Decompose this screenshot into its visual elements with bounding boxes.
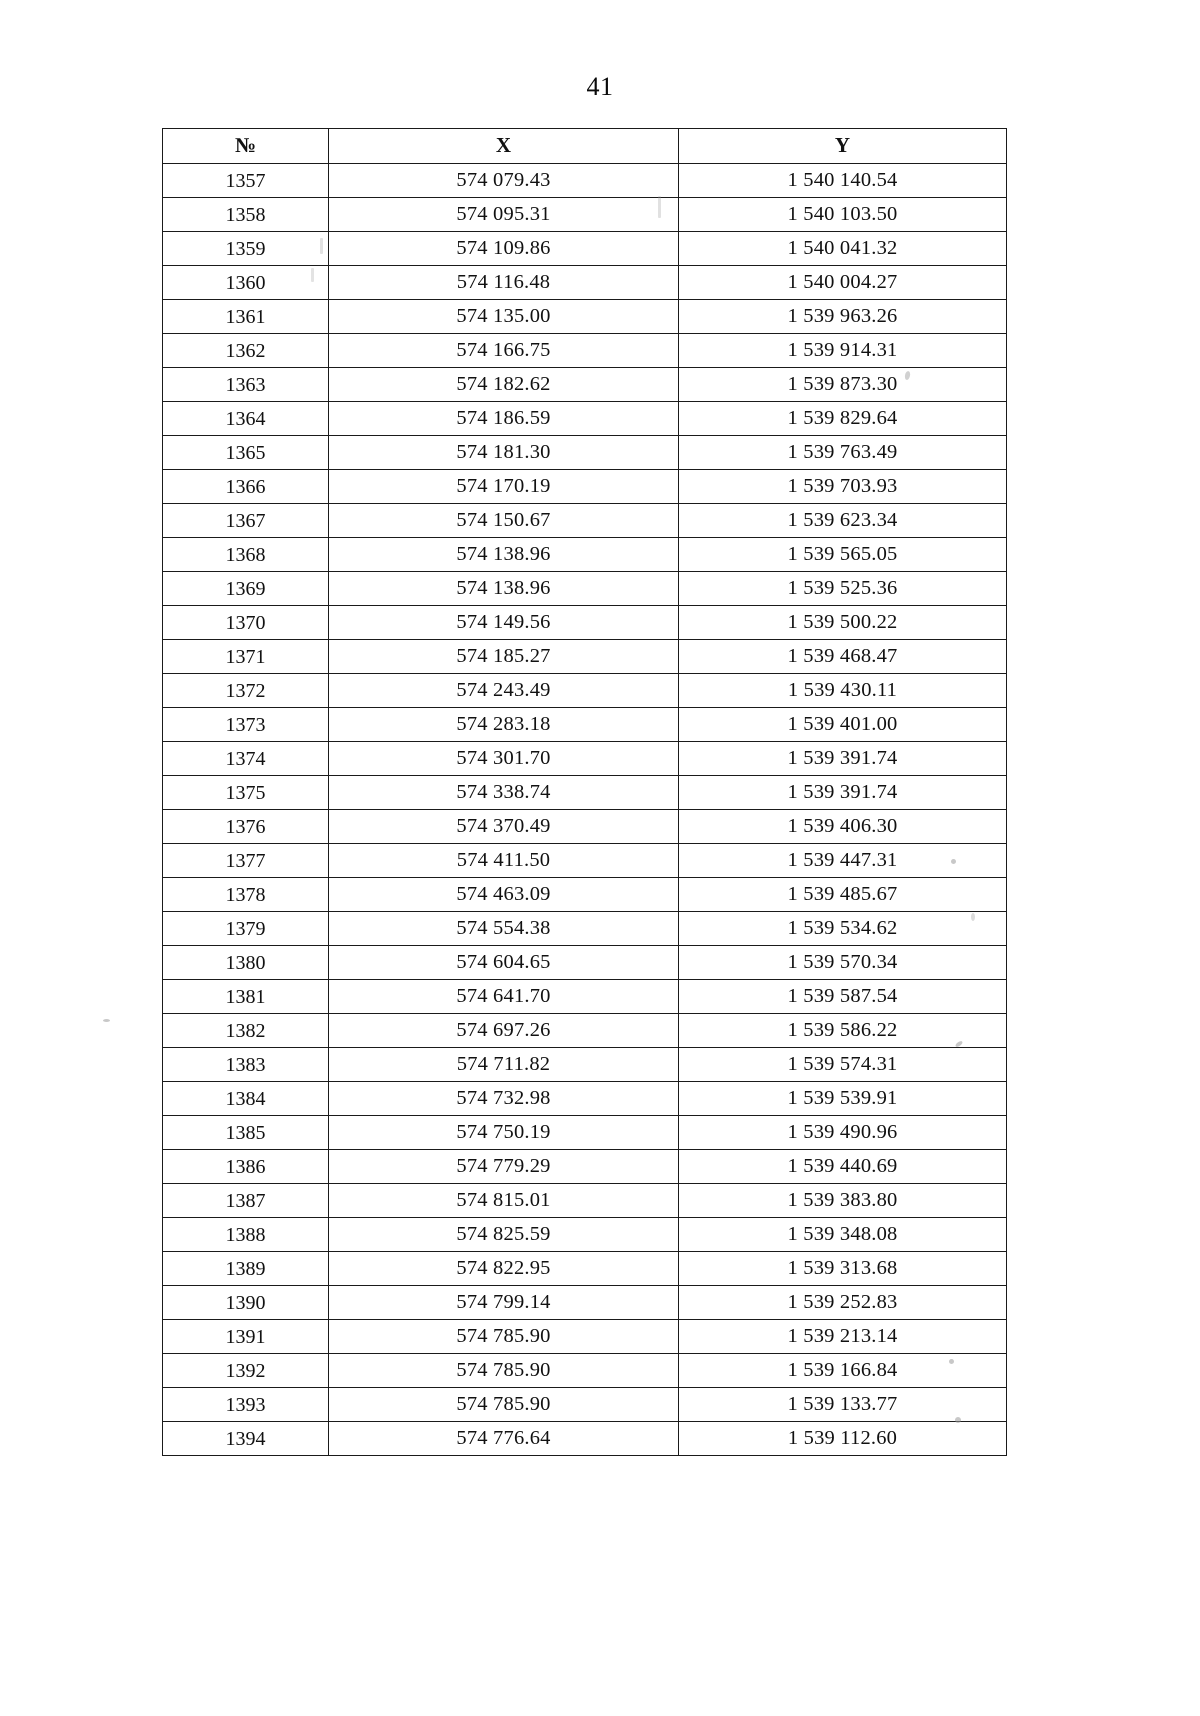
- cell-x: 574 181.30: [329, 436, 679, 470]
- cell-y: 1 539 587.54: [679, 980, 1007, 1014]
- cell-number: 1358: [163, 198, 329, 232]
- cell-y: 1 539 570.34: [679, 946, 1007, 980]
- cell-x: 574 186.59: [329, 402, 679, 436]
- table-row: [163, 878, 1007, 912]
- cell-number: 1385: [163, 1116, 329, 1150]
- coordinates-table-container: [162, 128, 1006, 1456]
- cell-x: 574 185.27: [329, 640, 679, 674]
- table-row: [163, 572, 1007, 606]
- cell-number: 1361: [163, 300, 329, 334]
- scan-artifact: [955, 1417, 961, 1423]
- cell-number: 1375: [163, 776, 329, 810]
- table-row: [163, 198, 1007, 232]
- table-row: [163, 980, 1007, 1014]
- cell-number: 1394: [163, 1422, 329, 1456]
- cell-x: 574 815.01: [329, 1184, 679, 1218]
- cell-y: 1 539 468.47: [679, 640, 1007, 674]
- cell-number: 1380: [163, 946, 329, 980]
- table-row: [163, 742, 1007, 776]
- table-row: [163, 776, 1007, 810]
- cell-y: 1 539 112.60: [679, 1422, 1007, 1456]
- table-row: [163, 912, 1007, 946]
- cell-number: 1386: [163, 1150, 329, 1184]
- scan-artifact: [320, 238, 323, 254]
- column-header-y: Y: [679, 129, 1007, 164]
- cell-x: 574 370.49: [329, 810, 679, 844]
- cell-y: 1 539 490.96: [679, 1116, 1007, 1150]
- cell-y: 1 539 133.77: [679, 1388, 1007, 1422]
- table-row: [163, 640, 1007, 674]
- cell-y: 1 539 313.68: [679, 1252, 1007, 1286]
- cell-x: 574 138.96: [329, 572, 679, 606]
- cell-number: 1368: [163, 538, 329, 572]
- cell-x: 574 554.38: [329, 912, 679, 946]
- table-row: [163, 164, 1007, 198]
- cell-number: 1365: [163, 436, 329, 470]
- cell-y: 1 539 829.64: [679, 402, 1007, 436]
- table-row: [163, 708, 1007, 742]
- cell-x: 574 095.31: [329, 198, 679, 232]
- cell-number: 1378: [163, 878, 329, 912]
- cell-y: 1 539 500.22: [679, 606, 1007, 640]
- table-row: [163, 436, 1007, 470]
- table-row: [163, 402, 1007, 436]
- cell-y: 1 539 213.14: [679, 1320, 1007, 1354]
- cell-y: 1 539 963.26: [679, 300, 1007, 334]
- cell-x: 574 785.90: [329, 1320, 679, 1354]
- cell-number: 1372: [163, 674, 329, 708]
- table-row: [163, 844, 1007, 878]
- table-row: [163, 810, 1007, 844]
- cell-y: 1 539 447.31: [679, 844, 1007, 878]
- table-row: [163, 538, 1007, 572]
- cell-y: 1 539 401.00: [679, 708, 1007, 742]
- cell-y: 1 539 440.69: [679, 1150, 1007, 1184]
- cell-number: 1390: [163, 1286, 329, 1320]
- cell-y: 1 539 763.49: [679, 436, 1007, 470]
- cell-number: 1382: [163, 1014, 329, 1048]
- cell-x: 574 116.48: [329, 266, 679, 300]
- table-row: [163, 1354, 1007, 1388]
- cell-number: 1359: [163, 232, 329, 266]
- cell-x: 574 243.49: [329, 674, 679, 708]
- cell-y: 1 539 391.74: [679, 742, 1007, 776]
- table-row: [163, 1286, 1007, 1320]
- table-row: [163, 1320, 1007, 1354]
- cell-number: 1371: [163, 640, 329, 674]
- table-row: [163, 300, 1007, 334]
- cell-number: 1367: [163, 504, 329, 538]
- cell-y: 1 539 166.84: [679, 1354, 1007, 1388]
- cell-y: 1 539 391.74: [679, 776, 1007, 810]
- table-row: [163, 1422, 1007, 1456]
- cell-x: 574 822.95: [329, 1252, 679, 1286]
- table-row: [163, 1184, 1007, 1218]
- scan-artifact: [949, 1359, 954, 1364]
- cell-y: 1 539 252.83: [679, 1286, 1007, 1320]
- cell-y: 1 539 525.36: [679, 572, 1007, 606]
- table-row: [163, 1048, 1007, 1082]
- cell-x: 574 711.82: [329, 1048, 679, 1082]
- cell-x: 574 301.70: [329, 742, 679, 776]
- cell-y: 1 539 574.31: [679, 1048, 1007, 1082]
- cell-number: 1366: [163, 470, 329, 504]
- cell-number: 1370: [163, 606, 329, 640]
- cell-number: 1377: [163, 844, 329, 878]
- table-row: [163, 1116, 1007, 1150]
- table-row: [163, 504, 1007, 538]
- cell-y: 1 539 430.11: [679, 674, 1007, 708]
- cell-x: 574 411.50: [329, 844, 679, 878]
- cell-x: 574 150.67: [329, 504, 679, 538]
- cell-x: 574 779.29: [329, 1150, 679, 1184]
- scan-artifact: [951, 859, 956, 864]
- table-row: [163, 1082, 1007, 1116]
- cell-y: 1 539 348.08: [679, 1218, 1007, 1252]
- cell-number: 1392: [163, 1354, 329, 1388]
- table-header: [163, 129, 1007, 164]
- cell-y: 1 539 586.22: [679, 1014, 1007, 1048]
- cell-x: 574 825.59: [329, 1218, 679, 1252]
- cell-number: 1391: [163, 1320, 329, 1354]
- table-row: [163, 674, 1007, 708]
- scan-artifact: [658, 196, 661, 218]
- table-row: [163, 368, 1007, 402]
- table-row: [163, 334, 1007, 368]
- cell-number: 1364: [163, 402, 329, 436]
- table-row: [163, 946, 1007, 980]
- cell-y: 1 540 004.27: [679, 266, 1007, 300]
- cell-number: 1393: [163, 1388, 329, 1422]
- cell-x: 574 138.96: [329, 538, 679, 572]
- column-header-x: X: [329, 129, 679, 164]
- cell-y: 1 539 623.34: [679, 504, 1007, 538]
- cell-x: 574 109.86: [329, 232, 679, 266]
- cell-x: 574 604.65: [329, 946, 679, 980]
- cell-number: 1389: [163, 1252, 329, 1286]
- page-number: 41: [586, 72, 614, 101]
- cell-number: 1387: [163, 1184, 329, 1218]
- cell-x: 574 732.98: [329, 1082, 679, 1116]
- cell-number: 1360: [163, 266, 329, 300]
- cell-number: 1357: [163, 164, 329, 198]
- cell-y: 1 540 103.50: [679, 198, 1007, 232]
- cell-number: 1379: [163, 912, 329, 946]
- cell-y: 1 540 041.32: [679, 232, 1007, 266]
- cell-y: 1 539 534.62: [679, 912, 1007, 946]
- table-row: [163, 470, 1007, 504]
- cell-y: 1 539 539.91: [679, 1082, 1007, 1116]
- table-row: [163, 1252, 1007, 1286]
- cell-y: 1 539 914.31: [679, 334, 1007, 368]
- cell-number: 1374: [163, 742, 329, 776]
- cell-x: 574 697.26: [329, 1014, 679, 1048]
- cell-y: 1 539 873.30: [679, 368, 1007, 402]
- column-header-number: №: [163, 129, 329, 164]
- table-header-row: [163, 129, 1007, 164]
- scan-artifact: [311, 268, 314, 282]
- cell-number: 1383: [163, 1048, 329, 1082]
- cell-x: 574 166.75: [329, 334, 679, 368]
- cell-x: 574 149.56: [329, 606, 679, 640]
- cell-x: 574 135.00: [329, 300, 679, 334]
- table-row: [163, 606, 1007, 640]
- cell-y: 1 539 406.30: [679, 810, 1007, 844]
- table-row: [163, 1388, 1007, 1422]
- cell-number: 1363: [163, 368, 329, 402]
- table-row: [163, 1014, 1007, 1048]
- cell-x: 574 170.19: [329, 470, 679, 504]
- cell-y: 1 539 703.93: [679, 470, 1007, 504]
- cell-x: 574 799.14: [329, 1286, 679, 1320]
- cell-x: 574 283.18: [329, 708, 679, 742]
- table-row: [163, 266, 1007, 300]
- cell-x: 574 641.70: [329, 980, 679, 1014]
- cell-number: 1369: [163, 572, 329, 606]
- cell-number: 1362: [163, 334, 329, 368]
- cell-x: 574 463.09: [329, 878, 679, 912]
- cell-number: 1373: [163, 708, 329, 742]
- table-row: [163, 232, 1007, 266]
- table-body: [163, 164, 1007, 1456]
- cell-x: 574 079.43: [329, 164, 679, 198]
- cell-number: 1384: [163, 1082, 329, 1116]
- cell-y: 1 539 383.80: [679, 1184, 1007, 1218]
- scan-artifact: [103, 1019, 110, 1022]
- scan-artifact: [971, 913, 975, 921]
- cell-x: 574 785.90: [329, 1388, 679, 1422]
- cell-x: 574 776.64: [329, 1422, 679, 1456]
- cell-number: 1376: [163, 810, 329, 844]
- table-row: [163, 1218, 1007, 1252]
- cell-y: 1 539 485.67: [679, 878, 1007, 912]
- table-row: [163, 1150, 1007, 1184]
- cell-y: 1 540 140.54: [679, 164, 1007, 198]
- cell-x: 574 182.62: [329, 368, 679, 402]
- cell-number: 1388: [163, 1218, 329, 1252]
- coordinates-table: [162, 128, 1007, 1456]
- cell-x: 574 750.19: [329, 1116, 679, 1150]
- cell-x: 574 785.90: [329, 1354, 679, 1388]
- cell-number: 1381: [163, 980, 329, 1014]
- cell-x: 574 338.74: [329, 776, 679, 810]
- cell-y: 1 539 565.05: [679, 538, 1007, 572]
